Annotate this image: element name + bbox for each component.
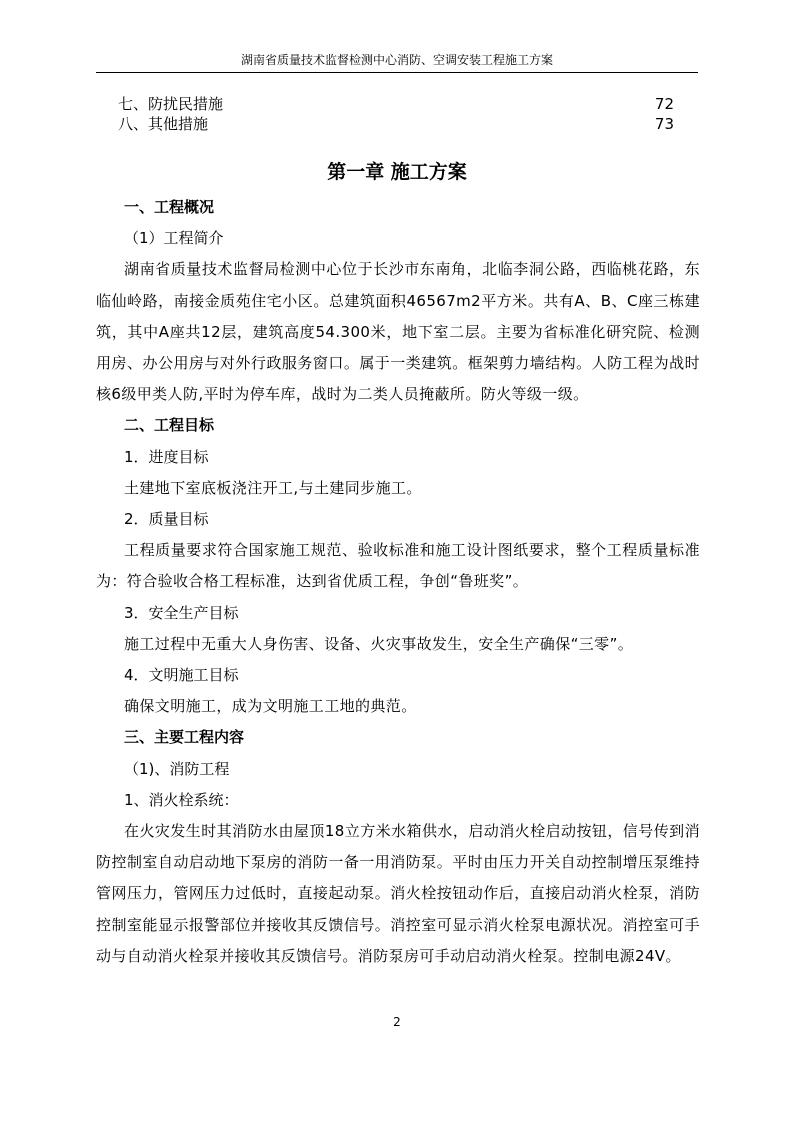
paragraph: 湖南省质量技术监督局检测中心位于长沙市东南角，北临李洞公路，西临桃花路，东临仙岭路，南接金质苑住宅小区。总建筑面积46567m2平方米。共有A、B、C座三栋建筑，其中A座共12层，建筑高度54.300米，地下室二层。主要为省标准化研究院、检测用房、办公用房与对外行政服务窗口。属于一类建筑。框架剪力墙结构。人防工程为战时核6级甲类人防,平时为停车库，战时为二类人员掩蔽所。防火等级一级。 xyxy=(96,260,700,404)
toc-entry-page: 73 xyxy=(654,115,674,133)
toc-entry-title: 八、其他措施 xyxy=(118,115,209,133)
section-heading: 三、主要工程内容 xyxy=(124,728,245,747)
section-heading: 二、工程目标 xyxy=(124,416,215,435)
header-divider xyxy=(96,72,698,73)
page-header: 湖南省质量技术监督检测中心消防、空调安装工程施工方案 xyxy=(240,53,553,67)
toc-entry-title: 七、防扰民措施 xyxy=(118,95,224,113)
subsection-heading: 1．进度目标 xyxy=(124,447,209,466)
section-heading: 一、工程概况 xyxy=(124,198,215,216)
document-body xyxy=(96,192,700,972)
paragraph: 工程质量要求符合国家施工规范、验收标准和施工设计图纸要求，整个工程质量标准为：符合验收合格工程标准，达到省优质工程，争创“鲁班奖”。 xyxy=(96,541,700,591)
toc-entry xyxy=(118,114,674,134)
paragraph: 施工过程中无重大人身伤害、设备、火灾事故发生，安全生产确保“三零”。 xyxy=(124,634,634,653)
page-number: 2 xyxy=(393,1015,401,1029)
subsection-heading: （1)、消防工程 xyxy=(124,759,230,778)
subsection-heading: 1、消火栓系统： xyxy=(124,790,239,809)
toc-entry-page: 72 xyxy=(654,95,674,113)
paragraph: 确保文明施工，成为文明施工工地的典范。 xyxy=(124,697,417,716)
subsection-heading: 3．安全生产目标 xyxy=(124,603,239,622)
paragraph: 在火灾发生时其消防水由屋顶18立方米水箱供水，启动消火栓启动按钮，信号传到消防控制室自动启动地下泵房的消防一备一用消防泵。平时由压力开关自动控制增压泵维持管网压力，管网压力过低时，直接起动泵。消火栓按钮动作后，直接启动消火栓泵，消防控制室能显示报警部位并接收其反馈信号。消控室可显示消火栓泵电源状况。消控室可手动与自动消火栓泵并接收其反馈信号。消防泵房可手动启动消火栓泵。控制电源24V。 xyxy=(96,822,700,965)
chapter-title: 第一章 施工方案 xyxy=(327,161,467,183)
toc-entry xyxy=(118,94,674,114)
subsection-heading: 4．文明施工目标 xyxy=(124,666,239,685)
paragraph: 土建地下室底板浇注开工,与土建同步施工。 xyxy=(124,478,422,497)
subsection-heading: （1）工程简介 xyxy=(124,229,224,248)
subsection-heading: 2．质量目标 xyxy=(124,510,209,529)
